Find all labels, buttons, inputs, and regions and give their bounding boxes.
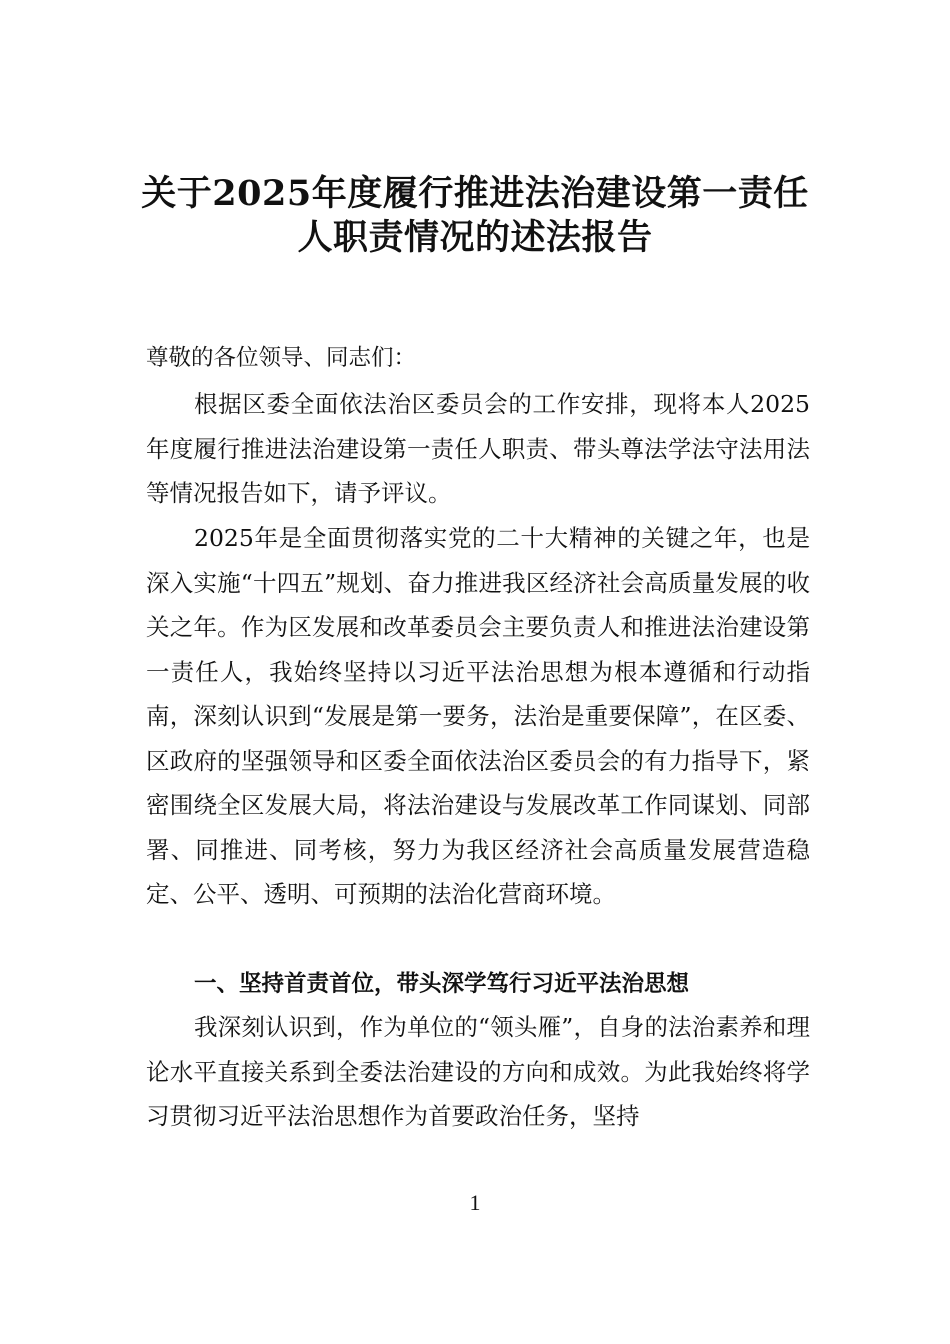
salutation: 尊敬的各位领导、同志们： (146, 345, 417, 371)
document-title-line-1: 关于2025年度履行推进法治建设第一责任 (141, 173, 809, 214)
document-title-line-2: 人职责情况的述法报告 (297, 217, 653, 258)
body-paragraph: 根据区委全面依法治区委员会的工作安排，现将本人2025年度履行推进法治建设第一责任人职责、带头尊法学法守法用法等情况报告如下，请予评议。 (146, 390, 810, 507)
body-paragraph: 我深刻认识到，作为单位的“领头雁”，自身的法治素养和理论水平直接关系到全委法治建设的方向和成效。为此我始终将学习贯彻习近平法治思想作为首要政治任务，坚持 (146, 1013, 810, 1130)
body-paragraph: 2025年是全面贯彻落实党的二十大精神的关键之年，也是深入实施“十四五”规划、奋力推进我区经济社会高质量发展的收关之年。作为区发展和改革委员会主要负责人和推进法治建设第一责任人，我始终坚持以习近平法治思想为根本遵循和行动指南，深刻认识到“发展是第一要务，法治是重要保障”，在区委、区政府的坚强领导和区委全面依法治区委员会的有力指导下，紧密围绕全区发展大局，将法治建设与发展改革工作同谋划、同部署、同推进、同考核，努力为我区经济社会高质量发展营造稳定、公平、透明、可预期的法治化营商环境。 (146, 524, 810, 908)
page-number: 1 (469, 1190, 481, 1215)
section-heading: 一、坚持首责首位，带头深学笃行习近平法治思想 (194, 971, 690, 997)
